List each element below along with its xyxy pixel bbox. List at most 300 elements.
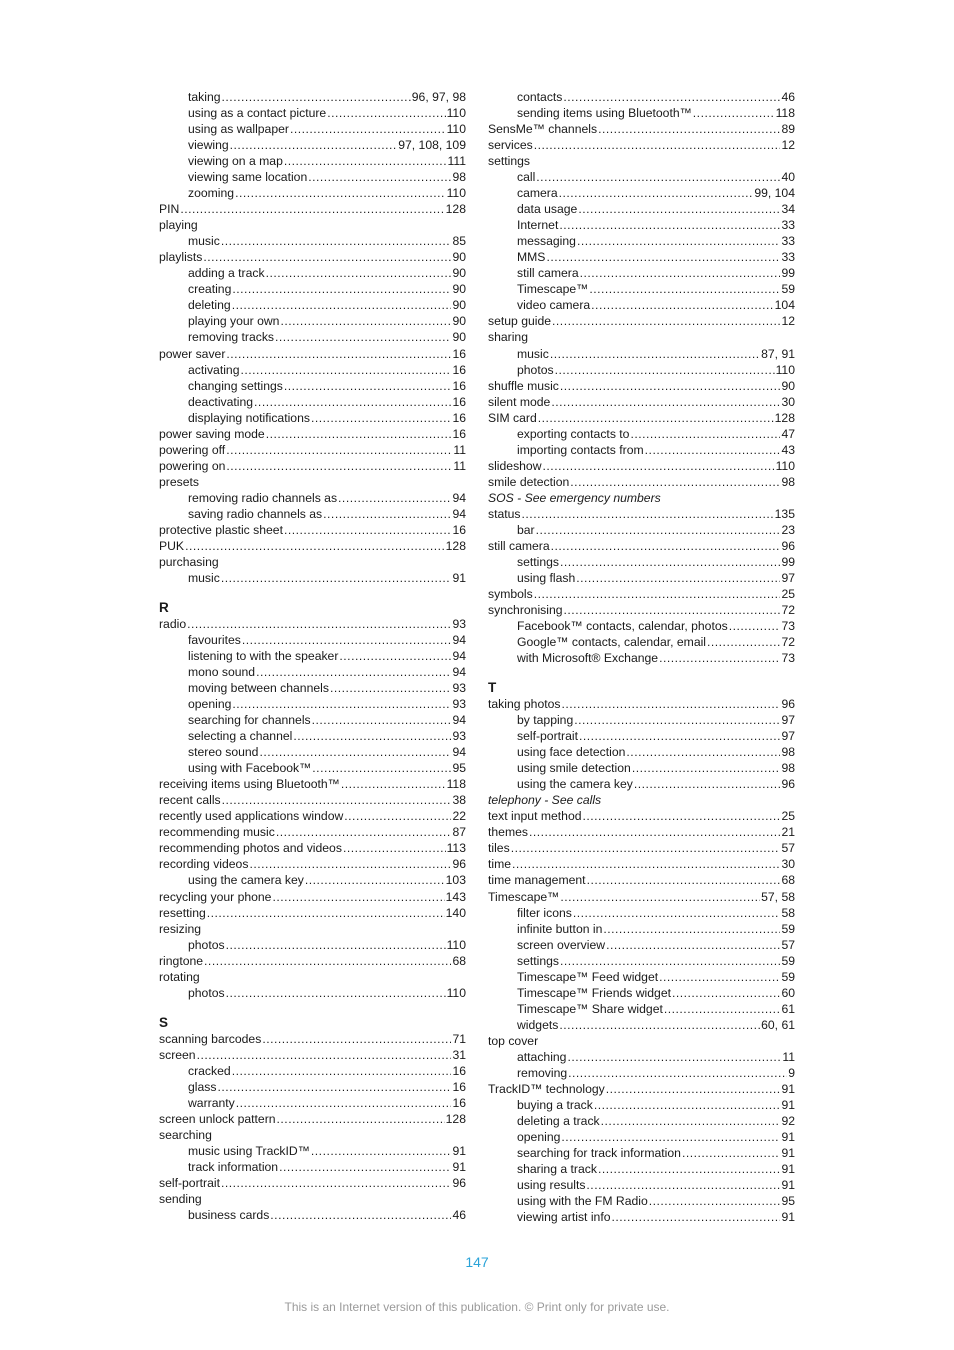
dot-leader: [559, 185, 754, 201]
entry-term: Facebook™ contacts, calendar, photos: [517, 619, 728, 634]
entry-page-ref[interactable]: 33: [781, 218, 795, 233]
entry-page-ref[interactable]: 91: [781, 1162, 795, 1177]
entry-page-ref[interactable]: 97, 108, 109: [398, 138, 466, 153]
entry-term: still camera: [517, 266, 579, 281]
entry-page-ref[interactable]: 98: [781, 745, 795, 760]
entry-page-ref[interactable]: 92: [781, 1113, 795, 1128]
entry-term: protective plastic sheet: [159, 522, 283, 537]
index-subentry: [488, 760, 795, 776]
dot-leader: [632, 760, 781, 776]
entry-page-ref[interactable]: 94: [452, 713, 466, 728]
entry-term: symbols: [488, 586, 533, 601]
entry-term: using the camera key: [517, 777, 633, 792]
entry-page-ref[interactable]: 94: [452, 506, 466, 521]
entry-page-ref[interactable]: 46: [781, 90, 795, 104]
index-subentry: [488, 937, 795, 953]
index-entry: [159, 840, 466, 856]
entry-page-ref[interactable]: 16: [452, 378, 466, 393]
index-entry: [159, 201, 466, 217]
index-entry: [488, 490, 795, 506]
entry-page-ref[interactable]: 96: [452, 1176, 466, 1190]
entry-page-ref[interactable]: 96, 97, 98: [411, 90, 466, 104]
dot-leader: [606, 937, 780, 953]
entry-page-ref[interactable]: 97: [781, 729, 795, 744]
entry-page-ref[interactable]: 16: [452, 362, 466, 377]
entry-page-ref[interactable]: 96: [781, 697, 795, 712]
entry-page-ref[interactable]: 60: [781, 985, 795, 1000]
index-subentry: [488, 1161, 795, 1177]
entry-page-ref[interactable]: 99: [781, 554, 795, 569]
entry-term: SensMe™ channels: [488, 122, 598, 137]
index-subentry: [488, 201, 795, 217]
index-entry: [159, 217, 466, 233]
dot-leader: [232, 297, 452, 313]
dot-leader: [197, 1047, 452, 1063]
entry-page-ref[interactable]: 94: [452, 745, 466, 760]
entry-page-ref[interactable]: 91: [781, 1178, 795, 1193]
entry-page-ref[interactable]: 110: [446, 122, 466, 137]
entry-page-ref[interactable]: 98: [452, 170, 466, 185]
dot-leader: [338, 490, 451, 506]
entry-page-ref[interactable]: 128: [774, 410, 795, 425]
entry-term: recommending photos and videos: [159, 841, 342, 856]
index-subentry: [488, 712, 795, 728]
entry-page-ref[interactable]: 93: [452, 729, 466, 744]
entry-page-ref[interactable]: 72: [781, 603, 795, 617]
entry-term: setup guide: [488, 314, 552, 329]
dot-leader: [563, 89, 780, 105]
dot-leader: [560, 554, 780, 570]
entry-term: self-portrait: [517, 729, 578, 744]
index-subentry: [159, 1143, 466, 1159]
index-entry: [488, 792, 795, 808]
entry-term: filter icons: [517, 905, 572, 920]
entry-page-ref[interactable]: 90: [781, 378, 795, 393]
index-subentry: [488, 776, 795, 792]
entry-page-ref[interactable]: 40: [781, 170, 795, 185]
entry-page-ref[interactable]: 90: [452, 250, 466, 265]
dot-leader: [290, 121, 446, 137]
entry-page-ref[interactable]: 90: [452, 282, 466, 297]
entry-page-ref[interactable]: 104: [774, 298, 795, 313]
entry-page-ref[interactable]: 58: [781, 905, 795, 920]
entry-page-ref[interactable]: 72: [781, 635, 795, 650]
entry-page-ref[interactable]: 61: [781, 1001, 795, 1016]
index-subentry: [488, 921, 795, 937]
entry-page-ref[interactable]: 33: [781, 250, 795, 265]
entry-term: glass: [188, 1079, 217, 1094]
entry-term: telephony - See calls: [488, 793, 602, 808]
entry-page-ref[interactable]: 16: [452, 1063, 466, 1078]
entry-term: removing radio channels as: [188, 490, 338, 505]
entry-term: opening: [188, 697, 232, 712]
entry-page-ref[interactable]: 97: [781, 570, 795, 585]
entry-term: photos: [517, 362, 554, 377]
dot-leader: [311, 1143, 452, 1159]
dot-leader: [682, 1145, 781, 1161]
dot-leader: [226, 937, 446, 953]
entry-page-ref[interactable]: 46: [452, 1208, 466, 1223]
entry-term: buying a track: [517, 1097, 593, 1112]
entry-page-ref[interactable]: 93: [452, 681, 466, 696]
entry-page-ref[interactable]: 95: [781, 1194, 795, 1209]
entry-page-ref[interactable]: 73: [781, 651, 795, 666]
entry-page-ref[interactable]: 91: [452, 570, 466, 585]
entry-page-ref[interactable]: 128: [445, 538, 466, 553]
index-entry: [159, 792, 466, 808]
index-entry: [159, 824, 466, 840]
entry-page-ref[interactable]: 60, 61: [761, 1017, 795, 1032]
entry-term: contacts: [517, 90, 563, 104]
entry-page-ref[interactable]: 128: [445, 1111, 466, 1126]
entry-page-ref[interactable]: 94: [452, 633, 466, 647]
dot-leader: [180, 201, 444, 217]
entry-term: camera: [517, 186, 558, 201]
entry-term: saving radio channels as: [188, 506, 323, 521]
entry-page-ref[interactable]: 33: [781, 234, 795, 249]
index-entry: [488, 394, 795, 410]
entry-page-ref[interactable]: 94: [452, 649, 466, 664]
index-subentry: [159, 410, 466, 426]
entry-page-ref[interactable]: 30: [781, 394, 795, 409]
entry-page-ref[interactable]: 85: [452, 234, 466, 249]
entry-term: powering off: [159, 442, 226, 457]
index-entry: [488, 824, 795, 840]
entry-term: screen overview: [517, 937, 606, 952]
entry-page-ref[interactable]: 59: [781, 282, 795, 297]
entry-page-ref[interactable]: 90: [452, 266, 466, 281]
entry-page-ref[interactable]: 111: [447, 154, 466, 169]
dot-leader: [344, 808, 451, 824]
entry-page-ref[interactable]: 11: [782, 1049, 795, 1064]
index-entry: [488, 586, 795, 602]
entry-page-ref[interactable]: 91: [781, 1146, 795, 1160]
index-subentry: [159, 680, 466, 696]
dot-leader: [276, 824, 452, 840]
index-entry: [488, 410, 795, 426]
entry-page-ref[interactable]: 89: [781, 122, 795, 137]
entry-term: using as a contact picture: [188, 106, 327, 121]
index-subentry: [488, 744, 795, 760]
entry-page-ref[interactable]: 9: [788, 1065, 795, 1080]
index-entry: [488, 840, 795, 856]
dot-leader: [529, 824, 780, 840]
dot-leader: [249, 856, 451, 872]
index-entry: [488, 474, 795, 490]
dot-leader: [543, 458, 775, 474]
entry-term: playing: [159, 218, 198, 233]
dot-leader: [221, 233, 452, 249]
dot-leader: [311, 410, 451, 426]
entry-page-ref[interactable]: 90: [452, 298, 466, 313]
index-entry: [488, 602, 795, 618]
entry-page-ref[interactable]: 23: [781, 522, 795, 537]
entry-page-ref[interactable]: 90: [452, 330, 466, 345]
dot-leader: [574, 712, 780, 728]
entry-page-ref[interactable]: 31: [452, 1047, 466, 1062]
entry-term: video camera: [517, 298, 591, 313]
entry-page-ref[interactable]: 25: [781, 586, 795, 601]
dot-leader: [579, 728, 780, 744]
entry-page-ref[interactable]: 96: [781, 777, 795, 792]
entry-term: smile detection: [488, 474, 570, 489]
dot-leader: [594, 1097, 781, 1113]
dot-leader: [343, 840, 446, 856]
entry-page-ref[interactable]: 11: [453, 458, 466, 473]
entry-term: Google™ contacts, calendar, email: [517, 635, 707, 650]
entry-page-ref[interactable]: 99, 104: [754, 186, 795, 201]
index-entry: [159, 1175, 466, 1191]
entry-term: bar: [517, 522, 535, 537]
entry-page-ref[interactable]: 16: [452, 1079, 466, 1094]
entry-term: synchronising: [488, 603, 563, 617]
index-entry: [488, 121, 795, 137]
index-entry: [159, 426, 466, 442]
entry-page-ref[interactable]: 16: [452, 346, 466, 361]
index-subentry: [488, 728, 795, 744]
entry-page-ref[interactable]: 98: [781, 761, 795, 776]
entry-page-ref[interactable]: 110: [446, 937, 466, 952]
dot-leader: [312, 760, 451, 776]
entry-term: playlists: [159, 250, 203, 265]
entry-term: using flash: [517, 570, 576, 585]
dot-leader: [551, 394, 780, 410]
entry-term: activating: [188, 362, 240, 377]
entry-page-ref[interactable]: 47: [781, 426, 795, 441]
entry-page-ref[interactable]: 118: [775, 106, 795, 121]
index-entry: [159, 953, 466, 969]
entry-term: still camera: [488, 538, 550, 553]
entry-term: services: [488, 138, 533, 153]
entry-page-ref[interactable]: 68: [452, 953, 466, 968]
entry-page-ref[interactable]: 16: [452, 1095, 466, 1110]
index-entry: [159, 554, 466, 570]
entry-page-ref[interactable]: 87, 91: [761, 346, 795, 361]
entry-term: adding a track: [188, 266, 265, 281]
entry-page-ref[interactable]: 110: [775, 362, 795, 377]
entry-page-ref[interactable]: 25: [781, 809, 795, 824]
entry-page-ref[interactable]: 68: [781, 873, 795, 888]
dot-leader: [611, 1209, 780, 1225]
entry-page-ref[interactable]: 98: [781, 474, 795, 489]
index-subentry: [159, 937, 466, 953]
index-entry: [159, 442, 466, 458]
index-subentry: [488, 985, 795, 1001]
entry-page-ref[interactable]: 140: [445, 905, 466, 920]
index-subentry: [159, 760, 466, 776]
entry-page-ref[interactable]: 59: [781, 921, 795, 936]
entry-page-ref[interactable]: 91: [452, 1159, 466, 1174]
dot-leader: [536, 522, 781, 538]
entry-page-ref[interactable]: 73: [781, 619, 795, 634]
index-subentry: [488, 969, 795, 985]
dot-leader: [522, 506, 774, 522]
entry-page-ref[interactable]: 87: [452, 825, 466, 840]
dot-leader: [561, 1129, 780, 1145]
entry-term: cracked: [188, 1063, 231, 1078]
entry-term: music: [188, 234, 220, 249]
dot-leader: [266, 265, 452, 281]
index-subentry: [159, 233, 466, 249]
entry-page-ref[interactable]: 110: [775, 458, 795, 473]
dot-leader: [339, 648, 451, 664]
entry-page-ref[interactable]: 93: [452, 697, 466, 712]
index-entry: [488, 378, 795, 394]
dot-leader: [729, 618, 781, 634]
entry-term: recording videos: [159, 857, 249, 872]
dot-leader: [226, 985, 446, 1001]
dot-leader: [236, 1095, 452, 1111]
index-entry: [159, 458, 466, 474]
entry-page-ref[interactable]: 96: [452, 857, 466, 872]
index-subentry: [488, 1145, 795, 1161]
dot-leader: [323, 506, 451, 522]
entry-term: by tapping: [517, 713, 574, 728]
entry-page-ref[interactable]: 57: [781, 841, 795, 856]
entry-page-ref[interactable]: 96: [781, 538, 795, 553]
entry-page-ref[interactable]: 16: [452, 410, 466, 425]
entry-term: presets: [159, 474, 199, 489]
entry-page-ref[interactable]: 59: [781, 953, 795, 968]
entry-page-ref[interactable]: 71: [452, 1031, 466, 1046]
entry-page-ref[interactable]: 90: [452, 314, 466, 329]
entry-term: using face detection: [517, 745, 626, 760]
entry-page-ref[interactable]: 91: [781, 1097, 795, 1112]
dot-leader: [645, 442, 781, 458]
dot-leader: [221, 1175, 451, 1191]
entry-page-ref[interactable]: 110: [446, 106, 466, 121]
entry-page-ref[interactable]: 16: [452, 522, 466, 537]
index-entry: [159, 905, 466, 921]
index-subentry: [159, 185, 466, 201]
index-subentry: [488, 618, 795, 634]
entry-term: recently used applications window: [159, 809, 344, 824]
dot-leader: [583, 808, 781, 824]
entry-page-ref[interactable]: 135: [774, 506, 795, 521]
entry-page-ref[interactable]: 128: [445, 202, 466, 217]
index-subentry: [159, 1159, 466, 1175]
dot-leader: [562, 696, 781, 712]
entry-page-ref[interactable]: 94: [452, 665, 466, 680]
entry-page-ref[interactable]: 93: [452, 616, 466, 631]
dot-leader: [586, 1177, 780, 1193]
index-entry: [488, 696, 795, 712]
dot-leader: [266, 426, 452, 442]
entry-term: viewing same location: [188, 170, 308, 185]
index-subentry: [159, 506, 466, 522]
entry-term: searching for track information: [517, 1146, 681, 1160]
index-subentry: [159, 313, 466, 329]
entry-page-ref[interactable]: 34: [781, 202, 795, 217]
entry-page-ref[interactable]: 57, 58: [761, 889, 795, 904]
entry-term: recommending music: [159, 825, 275, 840]
entry-term: shuffle music: [488, 378, 559, 393]
entry-page-ref[interactable]: 43: [781, 442, 795, 457]
entry-page-ref[interactable]: 12: [781, 314, 795, 329]
dot-leader: [555, 362, 775, 378]
entry-page-ref[interactable]: 21: [781, 825, 795, 840]
entry-page-ref[interactable]: 30: [781, 857, 795, 872]
index-entry: [159, 889, 466, 905]
entry-page-ref[interactable]: 95: [452, 761, 466, 776]
entry-page-ref[interactable]: 113: [446, 841, 466, 856]
entry-page-ref[interactable]: 94: [452, 490, 466, 505]
entry-page-ref[interactable]: 57: [781, 937, 795, 952]
entry-page-ref[interactable]: 91: [452, 1143, 466, 1158]
entry-term: searching for channels: [188, 713, 311, 728]
index-subentry: [488, 297, 795, 313]
entry-page-ref[interactable]: 143: [445, 889, 466, 904]
dot-leader: [577, 233, 780, 249]
entry-page-ref[interactable]: 16: [452, 426, 466, 441]
entry-page-ref[interactable]: 59: [781, 969, 795, 984]
dot-leader: [226, 442, 452, 458]
index-entry: [488, 153, 795, 169]
index-entry: [159, 1191, 466, 1207]
dot-leader: [587, 872, 781, 888]
dot-leader: [232, 696, 451, 712]
index-entry: [159, 538, 466, 554]
dot-leader: [567, 1049, 781, 1065]
dot-leader: [598, 1161, 781, 1177]
entry-term: recent calls: [159, 793, 221, 808]
index-entry: [159, 921, 466, 937]
entry-page-ref[interactable]: 16: [452, 394, 466, 409]
entry-page-ref[interactable]: 97: [781, 713, 795, 728]
entry-term: sharing: [488, 330, 528, 345]
entry-term: track information: [188, 1159, 279, 1174]
entry-page-ref[interactable]: 110: [446, 985, 466, 1000]
entry-page-ref[interactable]: 118: [446, 777, 466, 792]
index-subentry: [488, 426, 795, 442]
index-entry: [488, 872, 795, 888]
dot-leader: [305, 872, 445, 888]
entry-term: SOS - See emergency numbers: [488, 490, 661, 505]
entry-page-ref[interactable]: 110: [446, 186, 466, 201]
dot-leader: [564, 602, 781, 618]
entry-page-ref[interactable]: 91: [781, 1081, 795, 1096]
entry-term: taking photos: [488, 697, 561, 712]
entry-term: receiving items using Bluetooth™: [159, 777, 340, 792]
dot-leader: [275, 329, 451, 345]
dot-leader: [185, 538, 445, 554]
index-entry: [159, 522, 466, 538]
entry-term: radio: [159, 616, 187, 631]
entry-term: music: [517, 346, 549, 361]
entry-page-ref[interactable]: 22: [452, 809, 466, 824]
entry-page-ref[interactable]: 91: [781, 1129, 795, 1144]
entry-page-ref[interactable]: 11: [453, 442, 466, 457]
index-entry: [159, 249, 466, 265]
entry-term: status: [488, 506, 521, 521]
index-subentry: [159, 265, 466, 281]
entry-term: screen: [159, 1047, 196, 1062]
dot-leader: [222, 89, 411, 105]
entry-page-ref[interactable]: 103: [445, 873, 466, 888]
page-number: 147: [465, 1254, 489, 1270]
dot-leader: [634, 776, 781, 792]
dot-leader: [570, 474, 780, 490]
entry-term: settings: [517, 554, 560, 569]
entry-page-ref[interactable]: 91: [781, 1210, 795, 1225]
entry-page-ref[interactable]: 99: [781, 266, 795, 281]
entry-page-ref[interactable]: 12: [781, 138, 795, 153]
index-entry: [488, 313, 795, 329]
entry-term: mono sound: [188, 665, 256, 680]
dot-leader: [308, 169, 451, 185]
entry-page-ref[interactable]: 38: [452, 793, 466, 808]
dot-leader: [256, 664, 451, 680]
